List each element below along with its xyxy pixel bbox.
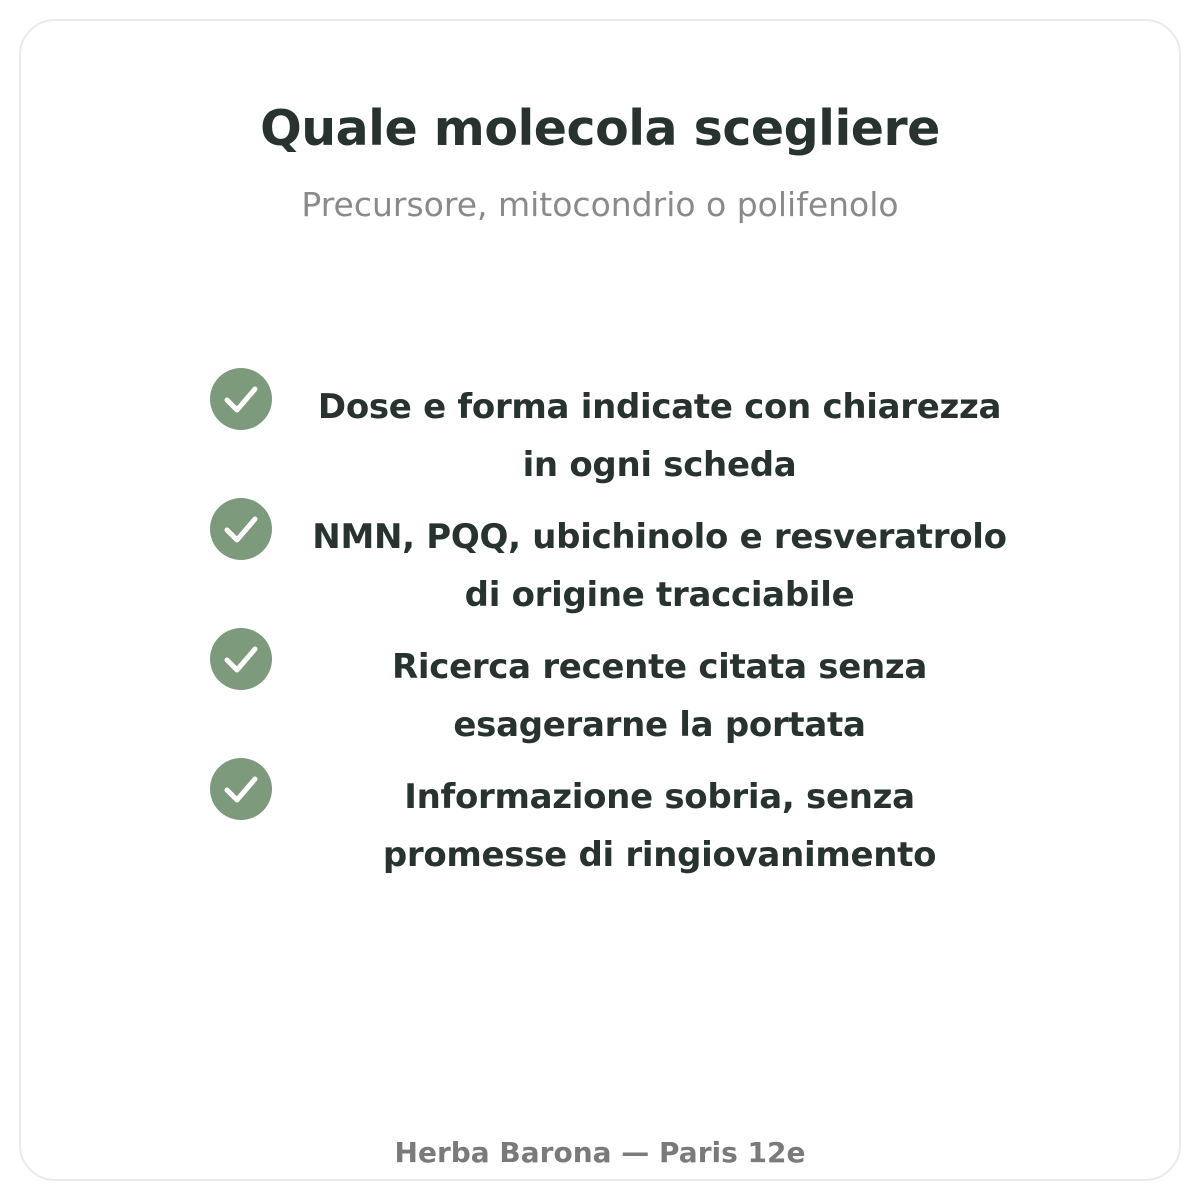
page-subtitle: Precursore, mitocondrio o polifenolo [301, 185, 899, 224]
feature-text: Dose e forma indicate con chiarezza in ogni scheda [317, 387, 1002, 485]
check-icon [210, 758, 272, 820]
feature-text: Ricerca recente citata senza esagerarne la portata [391, 647, 928, 745]
feature-item [208, 366, 1008, 496]
check-icon [210, 628, 272, 690]
feature-item [208, 756, 1008, 886]
check-icon [210, 368, 272, 430]
feature-item [208, 496, 1008, 626]
page-title: Quale molecola scegliere [260, 100, 940, 157]
feature-item [208, 626, 1008, 756]
check-icon [210, 498, 272, 560]
feature-text: NMN, PQQ, ubichinolo e resveratrolo di origine tracciabile [312, 517, 1007, 615]
feature-text: Informazione sobria, senza promesse di ringiovanimento [382, 777, 937, 875]
footer-text: Herba Barona — Paris 12e [394, 1136, 806, 1169]
